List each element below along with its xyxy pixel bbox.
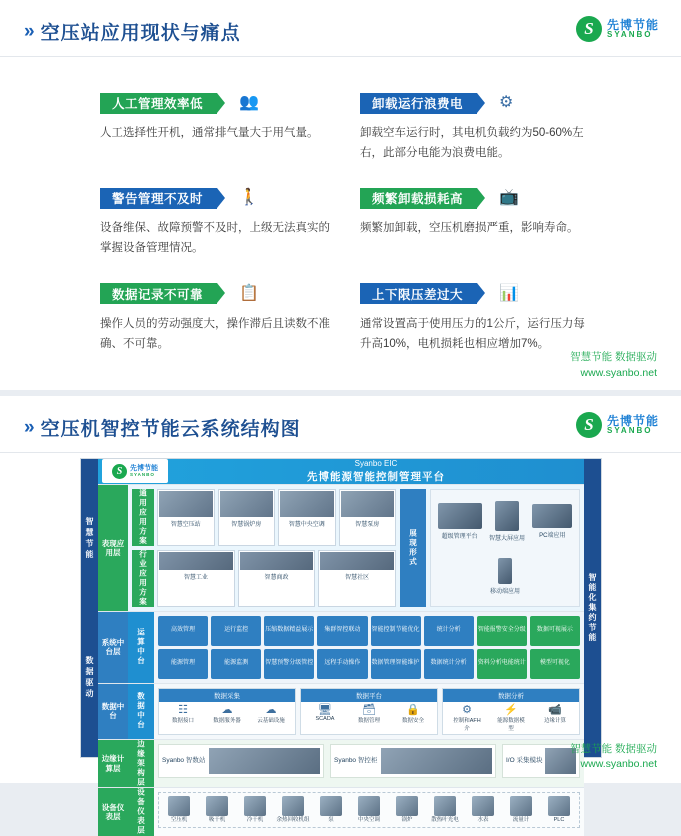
card-body-text: 卸载空车运行时，其电机负载约为50-60%左右，此部分电能为浪费电能。: [360, 127, 584, 160]
card-ribbon: [100, 93, 217, 114]
ctrl-icon: ⚙: [462, 703, 472, 716]
phone-icon: [498, 558, 512, 584]
scenario-image: [320, 552, 394, 570]
scenario-thumb[interactable]: [339, 489, 397, 546]
layer-row-device-instrument: [98, 787, 584, 836]
device-phone: [490, 558, 520, 595]
header-divider: [0, 56, 681, 57]
right-rail-label-1: 智能化集约节能: [588, 573, 597, 643]
footer-url: www.syanbo.net: [580, 758, 657, 771]
clipboard-icon: 📋: [239, 284, 259, 302]
capability-chip[interactable]: 资料分析电能统计: [477, 649, 527, 679]
capability-chip[interactable]: 智能报警安全分级: [477, 616, 527, 646]
group-label-industry: 行业应用方案: [132, 550, 154, 607]
data-block: [300, 688, 438, 735]
water-meter-icon: [472, 796, 494, 816]
card-ribbon: [100, 283, 217, 304]
device-plc: [541, 796, 577, 824]
data-item-label: 数据管理: [357, 717, 380, 724]
brand-logo: [576, 412, 659, 438]
capability-chip[interactable]: 数据管理智能维护: [371, 649, 421, 679]
group-label-compute: 运算中台: [128, 612, 154, 683]
device-label: PC端应用: [539, 532, 566, 539]
data-item-label: 边缘计算: [543, 717, 566, 724]
device-label: 水表: [477, 817, 489, 824]
capability-chip[interactable]: 数据可视展示: [530, 616, 580, 646]
scenario-thumb[interactable]: [157, 489, 215, 546]
page-title: 空压机智控节能云系统结构图: [40, 419, 301, 440]
scenario-caption: 智慧商政: [264, 574, 289, 581]
left-rail-label-1: 智慧节能: [85, 516, 94, 561]
scenario-caption: 智慧社区: [345, 574, 370, 581]
slide1-footer: [570, 350, 657, 382]
cloud-device-icon: ☁: [265, 703, 277, 716]
capability-chip[interactable]: 集群智控联动: [317, 616, 367, 646]
header-divider: [0, 452, 681, 453]
card-label: 警告管理不及时: [112, 192, 204, 207]
group-label-edge: 边缘架构层: [128, 740, 154, 788]
footer-slogan: 智慧节能 数据驱动: [570, 351, 657, 363]
device-label: 空压机: [170, 817, 188, 824]
lock-icon: 🔒: [406, 703, 420, 716]
brand-mark-icon: S: [576, 412, 602, 438]
pain-point-card: [100, 187, 350, 258]
data-item: [310, 705, 340, 724]
card-label: 频繁卸载损耗高: [372, 192, 464, 207]
scenario-thumb[interactable]: [218, 489, 276, 546]
scenario-image: [240, 552, 314, 570]
device-label: 移动端应用: [489, 588, 520, 595]
card-body-text: 操作人员的劳动强度大，操作滞后且读数不准确、不可靠。: [100, 317, 330, 350]
data-block: [158, 688, 296, 735]
gears-icon: ⚙: [499, 94, 514, 111]
pain-point-card: [360, 283, 620, 354]
pain-point-card: [100, 92, 350, 163]
device-boiler: [389, 796, 425, 824]
card-label: 数据记录不可靠: [112, 287, 204, 302]
device-meter: [427, 796, 463, 824]
scenario-caption: 智慧工业: [183, 574, 208, 581]
data-block-title: 数据平台: [301, 689, 437, 702]
capability-chip-row: [158, 649, 580, 679]
brand-name-cn: 先博节能: [606, 413, 659, 428]
scenario-image: [341, 491, 395, 517]
data-item-label: 数据服务器: [213, 717, 241, 724]
device-air-compressor: [161, 796, 197, 824]
scenario-thumb[interactable]: [238, 550, 316, 607]
usb-icon: ☷: [178, 703, 188, 716]
energy-icon: ⚡: [504, 703, 518, 716]
scenario-image: [159, 552, 233, 570]
heat-recovery-icon: [282, 796, 304, 816]
pain-point-card-grid: [100, 92, 620, 354]
device-label: 散热叶光电: [431, 817, 459, 824]
data-item-label: 数据接口: [171, 717, 194, 724]
data-item: [398, 705, 428, 724]
brand-name-en: SYANBO: [606, 30, 653, 40]
pain-point-card: [360, 187, 620, 258]
scenario-thumb[interactable]: [278, 489, 336, 546]
card-ribbon: [360, 188, 477, 209]
layer-row-presentation: [98, 484, 584, 611]
capability-chip[interactable]: 运行监控: [211, 616, 261, 646]
data-block-row: [158, 688, 580, 735]
flow-meter-icon: [510, 796, 532, 816]
electric-meter-icon: [434, 796, 456, 816]
data-item-label: 能源数据模型: [497, 717, 525, 732]
data-item-label: 数据安全: [401, 717, 424, 724]
scenario-caption: 智慧锅炉房: [231, 521, 262, 528]
plc-icon: [548, 796, 570, 816]
card-body-text: 设备维保、故障预警不及时，上级无法真实的掌握设备管理情况。: [100, 222, 330, 255]
chart-icon: 📊: [499, 284, 519, 302]
card-ribbon: [100, 188, 217, 209]
scenario-image: [159, 491, 213, 517]
capability-chip[interactable]: 数据统计分析: [424, 649, 474, 679]
footer-slogan: 智慧节能 数据驱动: [570, 742, 657, 755]
slide-pain-points: [0, 0, 681, 390]
cold-dryer-icon: [244, 796, 266, 816]
air-compressor-icon: [168, 796, 190, 816]
data-item: [452, 705, 482, 732]
capability-chip[interactable]: 能源管理: [158, 649, 208, 679]
data-block: [442, 688, 580, 735]
capability-chip[interactable]: 模型可视化: [530, 649, 580, 679]
footer-url: www.syanbo.net: [580, 366, 657, 379]
left-rail-label-2: 数据驱动: [85, 655, 94, 700]
card-body-text: 通常设置高于使用压力的1公斤，运行压力每升高10%，电机损耗也相应增加7%。: [360, 317, 585, 350]
layer-label: 系统中台层: [98, 612, 128, 683]
device-bigscreen: [489, 501, 525, 542]
edge-device-image: [381, 748, 492, 774]
card-label: 人工管理效率低: [112, 97, 204, 111]
presentation-form-label: 展现形式: [400, 489, 426, 607]
layer-row-system-midplatform: [98, 611, 584, 683]
scada-icon: 🖥: [318, 703, 332, 716]
device-icon-row: [158, 792, 580, 828]
scenario-caption: 智慧泵房: [355, 521, 380, 528]
card-label: 上下限压差过大: [372, 287, 464, 302]
architecture-diagram: [80, 458, 602, 836]
brand-name-cn: 先博节能: [606, 17, 659, 32]
device-label: 余热回收机组: [276, 817, 310, 824]
central-ac-icon: [358, 796, 380, 816]
pain-point-card: [360, 92, 620, 163]
capability-chip[interactable]: 智能控制节能优化: [371, 616, 421, 646]
brand-name-en: SYANBO: [606, 426, 653, 436]
boiler-icon: [396, 796, 418, 816]
card-ribbon: [360, 283, 477, 304]
group-label-general: 通用应用方案: [132, 489, 154, 546]
device-monitor: [438, 503, 482, 540]
device-adsorption-dryer: [199, 796, 235, 824]
diagram-header: [98, 459, 584, 484]
screen-icon: [495, 501, 519, 531]
data-item-label: 控制和AFH介: [453, 717, 481, 732]
io-module: [502, 744, 580, 778]
page-title: 空压站应用现状与痛点: [40, 23, 241, 44]
device-central-ac: [351, 796, 387, 824]
edge-icon: 📹: [548, 703, 562, 716]
brand-name-en: SYANBO: [130, 471, 155, 477]
device-showcase: [430, 489, 580, 607]
device-refrigerated-dryer: [237, 796, 273, 824]
device-label: 冷干机: [246, 817, 264, 824]
brand-logo: [576, 16, 659, 42]
laptop-icon: [532, 504, 572, 528]
dryer-icon: [206, 796, 228, 816]
scenario-caption: 智慧空压站: [170, 521, 201, 528]
slide2-footer: [570, 742, 657, 774]
db-icon: 🗃: [362, 703, 376, 716]
io-module-label: I/O 采集模块: [506, 757, 543, 765]
edge-device: [158, 744, 324, 778]
data-item: [354, 705, 384, 724]
diagram-left-rail: [81, 459, 98, 757]
device-label: 吸干机: [208, 817, 226, 824]
scenario-thumb[interactable]: [157, 550, 235, 607]
scenario-caption: 智慧中央空调: [288, 521, 325, 528]
slide2-header: [24, 414, 301, 441]
platform-title: 先博能源智能控制管理平台: [307, 470, 445, 483]
diagram-brand-logo: [102, 459, 168, 483]
monitor-icon: 📺: [499, 189, 519, 207]
alert-person-icon: 🚶: [239, 189, 259, 207]
data-item: [256, 705, 286, 724]
device-label: 智慧大屏应用: [488, 535, 525, 542]
layer-row-edge-computing: [98, 739, 584, 788]
edge-device: [330, 744, 496, 778]
device-laptop: [532, 504, 572, 539]
layer-label: 数据中台: [98, 684, 128, 739]
capability-chip[interactable]: 压缩数据精益展示: [264, 616, 314, 646]
pain-point-card: [100, 283, 350, 354]
device-label: 锅炉: [401, 817, 413, 824]
brand-name-cn: 先博节能: [130, 465, 158, 473]
capability-chip[interactable]: 远程手动操作: [317, 649, 367, 679]
data-block-title: 数据分析: [443, 689, 579, 702]
device-heat-recovery: [275, 796, 311, 824]
group-label-data: 数据中台: [128, 684, 154, 739]
monitor-icon: [438, 503, 482, 529]
layer-label: 边缘计算层: [98, 740, 128, 788]
scenario-thumb[interactable]: [318, 550, 396, 607]
cloud-icon: ☁: [221, 703, 233, 716]
platform-sub-title: Syanbo EIC: [354, 459, 398, 468]
scenario-image: [220, 491, 274, 517]
scenario-image: [280, 491, 334, 517]
people-icon: 👥: [239, 94, 259, 111]
chevron-right-icon: »: [24, 417, 32, 438]
device-flow-meter: [503, 796, 539, 824]
card-body-text: 频繁加卸载，空压机磨损严重，影响寿命。: [360, 222, 579, 235]
slide-system-architecture: [0, 396, 681, 836]
chevron-right-icon: »: [24, 21, 32, 42]
device-label: PLC: [553, 817, 565, 824]
data-item: [212, 705, 242, 724]
edge-device-label: Syanbo 智数站: [162, 757, 206, 765]
layer-row-data-midplatform: [98, 683, 584, 739]
edge-device-image: [209, 748, 320, 774]
capability-chip[interactable]: 智慧预警分级管控: [264, 649, 314, 679]
edge-device-label: Syanbo 智控柜: [334, 757, 378, 765]
layer-label: 表现应用层: [98, 485, 128, 611]
capability-chip[interactable]: 高效管理: [158, 616, 208, 646]
data-item: [496, 705, 526, 732]
group-label-device: 设备仪表层: [128, 788, 154, 836]
capability-chip-row: [158, 616, 580, 646]
edge-device-row: [158, 744, 580, 778]
device-water-meter: [465, 796, 501, 824]
brand-mark-icon: S: [112, 464, 127, 479]
card-body-text: 人工选择性开机，通常排气量大于用气量。: [100, 127, 319, 139]
data-item-label: SCADA: [315, 715, 335, 722]
brand-mark-icon: S: [576, 16, 602, 42]
card-label: 卸载运行浪费电: [372, 97, 464, 111]
device-pump: [313, 796, 349, 824]
diagram-right-rail: [584, 459, 601, 757]
pump-icon: [320, 796, 342, 816]
capability-chip[interactable]: 统计分析: [424, 616, 474, 646]
data-item: [168, 705, 198, 724]
data-block-title: 数据采集: [159, 689, 295, 702]
data-item-label: 云基础设施: [257, 717, 285, 724]
device-label: 超级管理平台: [441, 533, 478, 540]
card-ribbon: [360, 93, 477, 114]
device-label: 流量计: [512, 817, 530, 824]
capability-chip[interactable]: 能源监测: [211, 649, 261, 679]
data-item: [540, 705, 570, 732]
device-label: 泵: [328, 817, 334, 824]
device-label: 中央空调: [357, 817, 380, 824]
layer-label: 设备仪表层: [98, 788, 128, 836]
slide1-header: [24, 18, 241, 45]
